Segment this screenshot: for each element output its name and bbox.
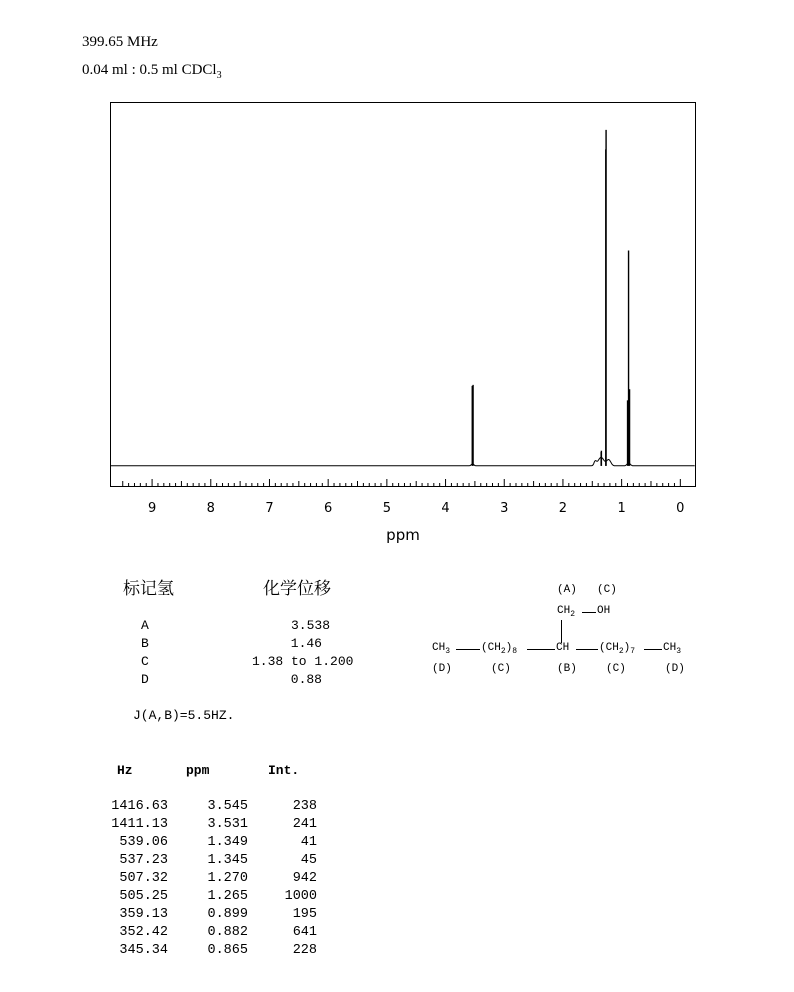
bond-chain-right-ch3 [644,649,662,650]
peak-ppm: 1.265 [207,889,248,904]
peak-ppm: 0.899 [207,907,248,922]
struct-chain-right [599,642,635,656]
struct-ch2 [557,605,575,619]
peak-ppm: 0.865 [207,943,248,958]
bond-chain-left-ch [527,649,555,650]
struct-chain-left [481,642,517,656]
bond-ch2-oh [582,612,596,613]
peak-hz: 1411.13 [111,817,168,832]
peak-hz: 345.34 [119,943,168,958]
assign-head-label: 标记氢 [123,579,174,599]
struct-chain-left-close: ) [505,642,513,654]
peak-ppm: 3.531 [207,817,248,832]
struct-label-c-right: (C) [606,663,626,675]
peak-int: 238 [292,799,317,814]
struct-chain-right-sub: 2 [618,647,624,657]
x-tick-label: 1 [617,501,626,516]
x-axis-label: ppm [386,526,420,544]
x-tick-label: 4 [441,501,450,516]
peak-int: 241 [292,817,317,832]
bond-ch-ch2 [561,620,562,643]
assign-label-b: B [141,636,149,651]
struct-ch3-left-sub: 3 [445,647,451,657]
x-axis-ticks [123,479,681,486]
struct-label-d-left: (D) [432,663,452,675]
peak-ppm: 1.270 [207,871,248,886]
struct-chain-left-open: (CH [481,642,501,654]
peak-hz: 352.42 [119,925,168,940]
struct-ch: CH [556,642,570,654]
struct-ch3-right-sub: 3 [676,647,682,657]
x-tick-label: 9 [147,501,157,516]
struct-oh: OH [597,605,611,617]
peak-hz: 537.23 [119,853,168,868]
struct-label-b: (B) [557,663,577,675]
peak-int: 942 [292,871,317,886]
coupling-constant: J(A,B)=5.5HZ. [133,708,235,723]
bond-ch-chain-right [576,649,598,650]
peak-ppm: 3.545 [207,799,248,814]
struct-chain-right-close: ) [623,642,631,654]
struct-label-c-left: (C) [491,663,511,675]
spectrum-trace [111,457,695,465]
sample-prefix: 0.04 ml : 0.5 ml CDCl [82,62,217,78]
peak-int: 45 [300,853,317,868]
struct-ch3-right [663,642,681,656]
x-tick-label: 2 [558,501,568,516]
assign-shift-b: 1.46 [290,636,322,651]
bond-ch3-chain-left [456,649,480,650]
x-axis-tick-labels [148,501,685,516]
assign-label-c: C [141,654,149,669]
struct-chain-left-sub: 2 [500,647,506,657]
struct-chain-left-n: 8 [512,647,518,657]
spectrometer-frequency: 399.65 MHz [82,34,158,50]
plot-frame [111,103,696,487]
assign-head-shift: 化学位移 [263,579,331,599]
assign-shift-a: 3.538 [290,618,330,633]
peak-hz: 505.25 [119,889,168,904]
struct-label-a: (A) [557,584,577,596]
struct-ch3-right-text: CH [663,642,677,654]
peak-ppm: 0.882 [207,925,248,940]
peak-table-header-int: Int. [268,763,300,778]
spectrum-peaks [472,130,629,466]
struct-ch3-left [432,642,450,656]
struct-label-d-right: (D) [665,663,685,675]
peak-hz: 539.06 [119,835,168,850]
peak-int: 41 [300,835,317,850]
assign-label-d: D [141,672,149,687]
struct-ch2-text: CH [557,605,571,617]
x-tick-label: 3 [500,501,509,516]
x-tick-label: 8 [206,501,215,516]
struct-label-c-top: (C) [597,584,617,596]
x-tick-label: 0 [676,501,685,516]
x-tick-label: 6 [324,501,333,516]
struct-chain-right-open: (CH [599,642,619,654]
peak-int: 641 [292,925,317,940]
assign-shift-c: 1.38 to 1.200 [252,654,354,669]
x-tick-label: 7 [265,501,274,516]
peak-table-header-hz: Hz [117,763,133,778]
peak-hz: 507.32 [119,871,168,886]
struct-ch2-sub: 2 [570,610,576,620]
peak-hz: 359.13 [119,907,168,922]
sample-subscript: 3 [216,70,222,81]
peak-ppm: 1.345 [207,853,248,868]
x-tick-label: 5 [382,501,391,516]
peak-table-header-ppm: ppm [186,763,210,778]
peak-hz: 1416.63 [111,799,168,814]
peak-int: 228 [292,943,317,958]
peak-int: 195 [292,907,317,922]
assign-label-a: A [141,618,149,633]
struct-chain-right-n: 7 [630,647,636,657]
struct-ch3-left-text: CH [432,642,446,654]
assign-shift-d: 0.88 [290,672,322,687]
peak-int: 1000 [284,889,317,904]
peak-ppm: 1.349 [207,835,248,850]
